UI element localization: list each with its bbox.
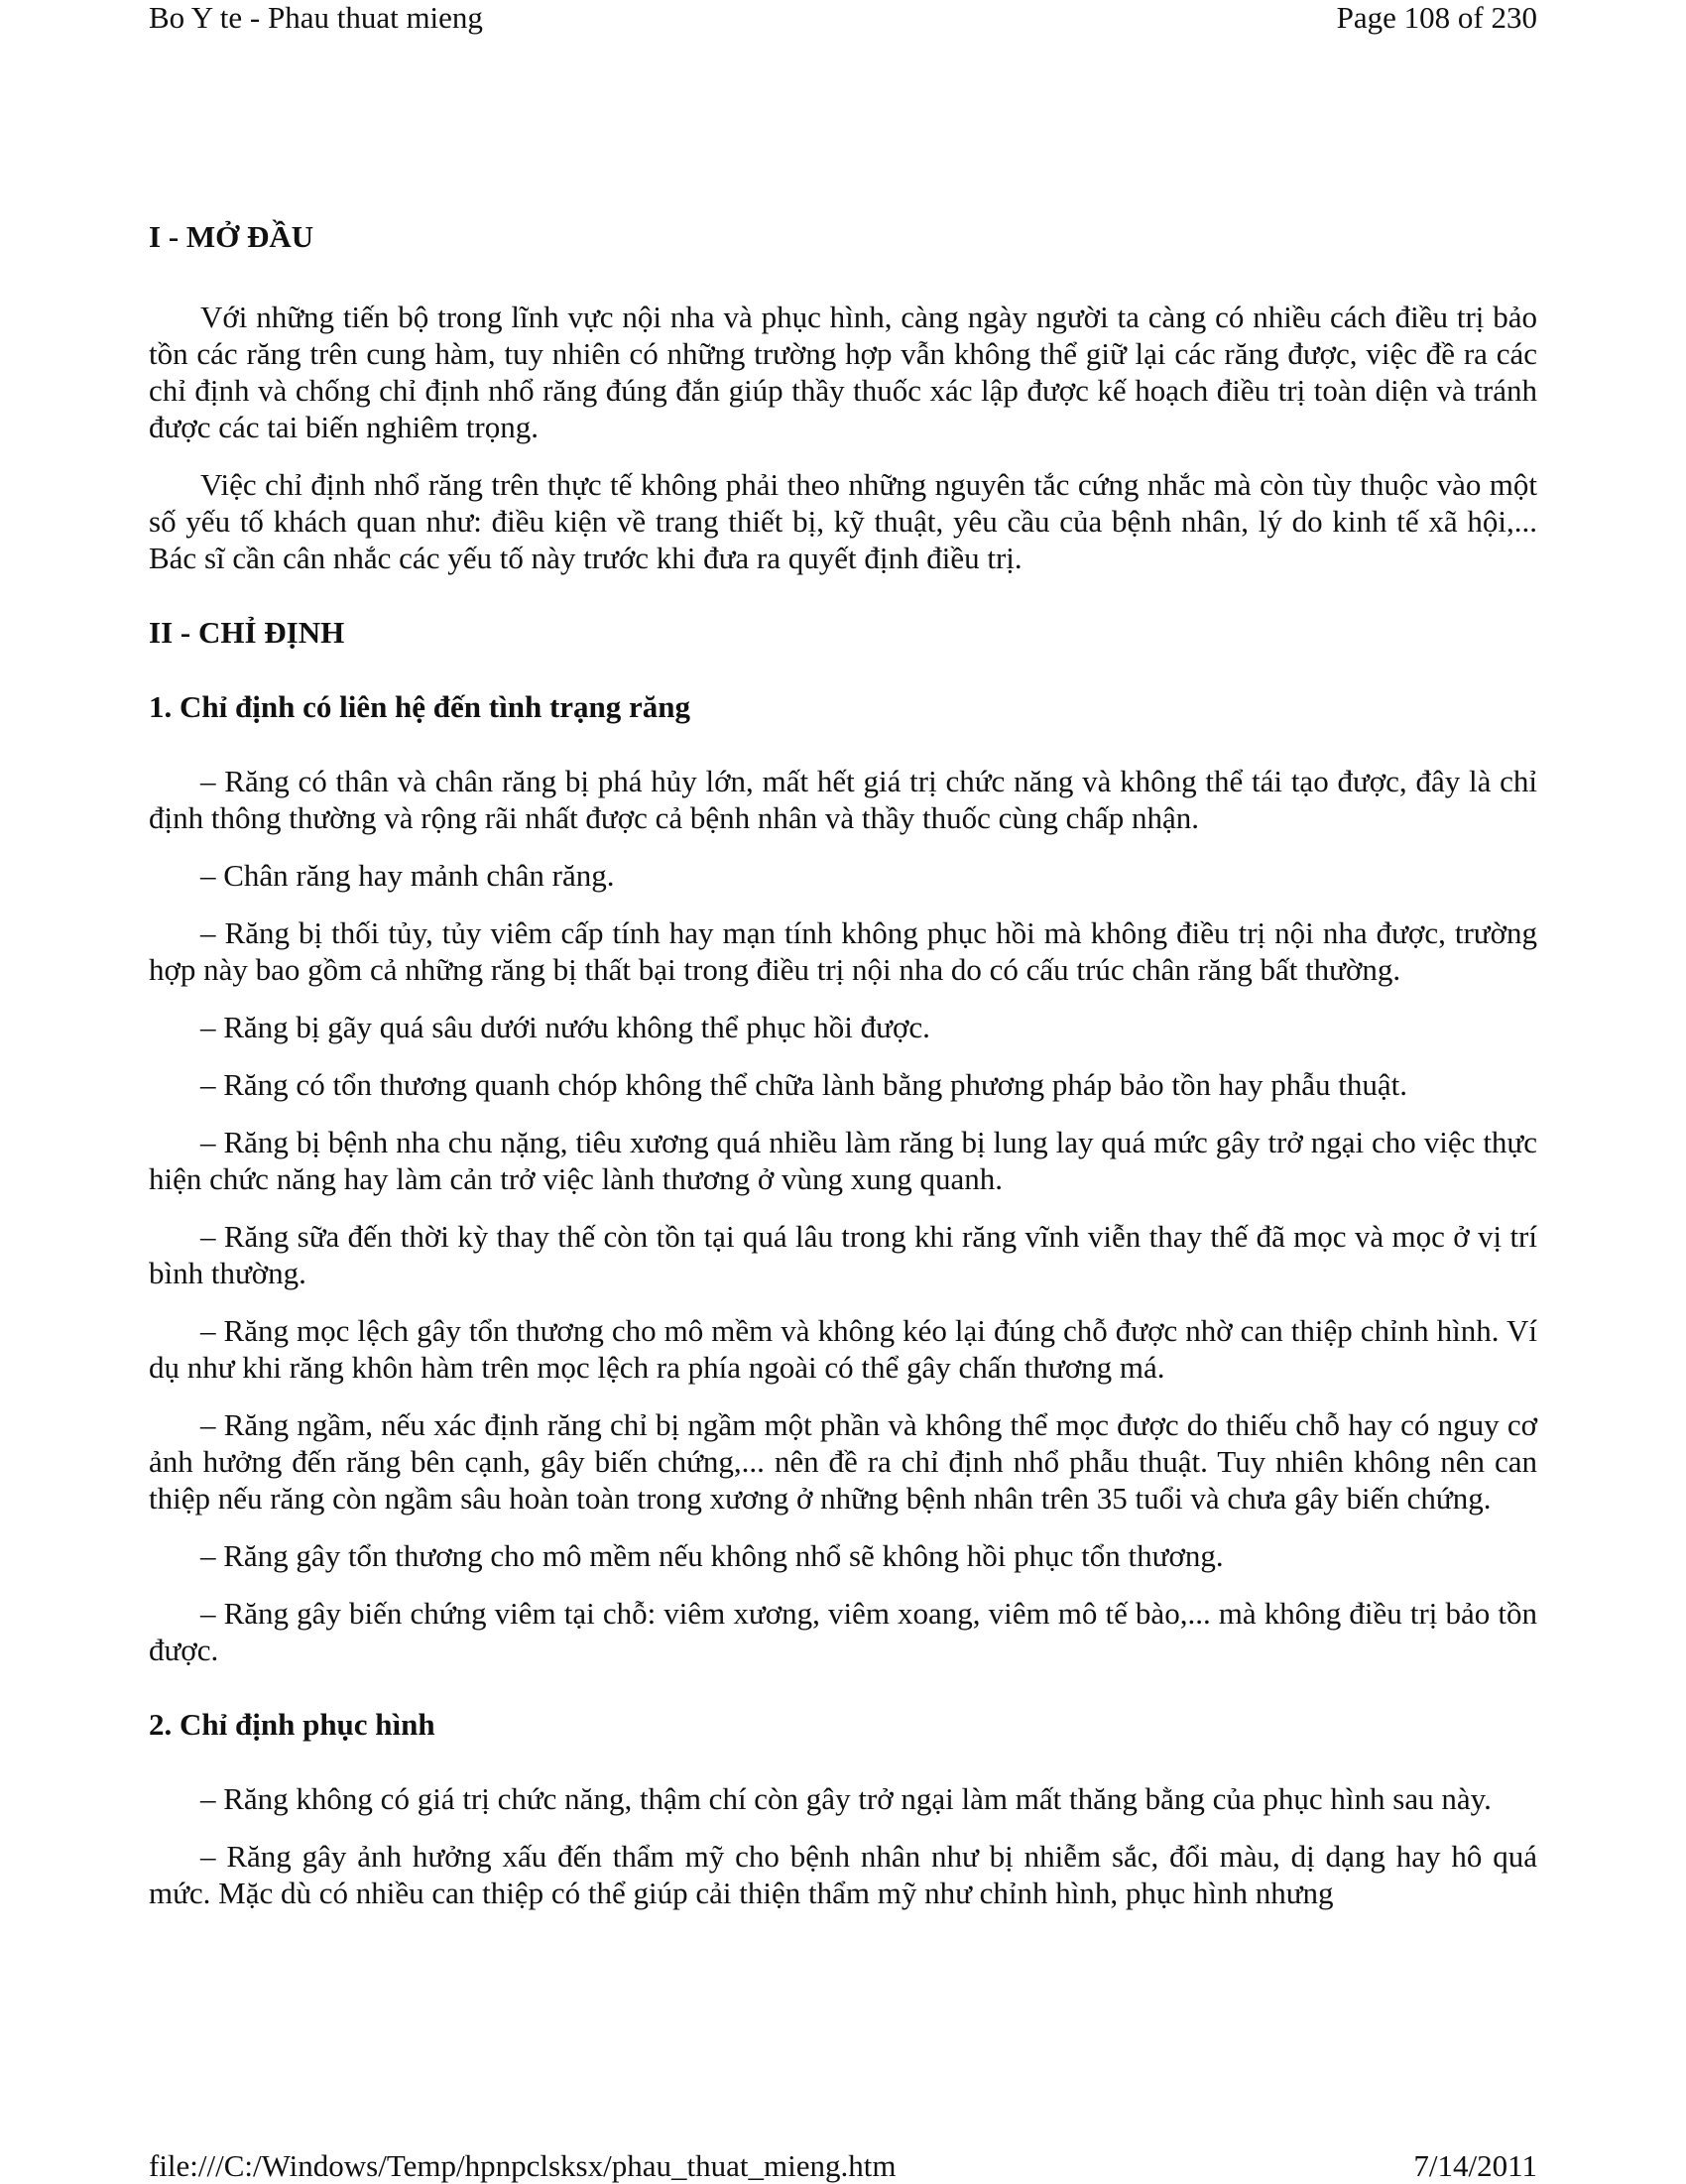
list-item: – Răng gây ảnh hưởng xấu đến thẩm mỹ cho bệnh nhân như bị nhiễm sắc, đổi màu, dị dạng hay hô quá mức. Mặc dù có nhiều can thiệp có thể giúp cải thiện thẩm mỹ như chỉnh hình, phục hình nhưng	[149, 1839, 1537, 1910]
subsection-heading-tooth-condition: 1. Chỉ định có liên hệ đến tình trạng răng	[149, 689, 691, 724]
list-item: – Răng bị bệnh nha chu nặng, tiêu xương quá nhiều làm răng bị lung lay quá mức gây trở ngại cho việc thực hiện chức năng hay làm cản trở việc lành thương ở vùng xung quanh.	[149, 1125, 1537, 1196]
list-item: – Răng không có giá trị chức năng, thậm chí còn gây trở ngại làm mất thăng bằng của phục hình sau này.	[200, 1781, 1492, 1816]
file-url: file:///C:/Windows/Temp/hpnpclsksx/phau_thuat_mieng.htm	[149, 2148, 897, 2183]
list-item: – Răng có thân và chân răng bị phá hủy lớn, mất hết giá trị chức năng và không thể tái tạo được, đây là chỉ định thông thường và rộng rãi nhất được cả bệnh nhân và thầy thuốc cùng chấp nhận.	[149, 764, 1537, 835]
list-item: – Răng sữa đến thời kỳ thay thế còn tồn tại quá lâu trong khi răng vĩnh viễn thay thế đã mọc và mọc ở vị trí bình thường.	[149, 1219, 1537, 1290]
print-date: 7/14/2011	[1413, 2148, 1537, 2183]
section-heading-intro: I - MỞ ĐẦU	[149, 219, 314, 254]
print-footer	[149, 2148, 1537, 2184]
list-item: – Răng có tổn thương quanh chóp không thể chữa lành bằng phương pháp bảo tồn hay phẫu thuật.	[200, 1067, 1408, 1102]
list-item: – Răng gây tổn thương cho mô mềm nếu không nhổ sẽ không hồi phục tổn thương.	[200, 1538, 1224, 1573]
list-item: – Răng gây biến chứng viêm tại chỗ: viêm xương, viêm xoang, viêm mô tế bào,... mà không điều trị bảo tồn được.	[149, 1596, 1537, 1667]
list-item: – Răng bị gãy quá sâu dưới nướu không thể phục hồi được.	[200, 1010, 930, 1044]
list-item: – Răng mọc lệch gây tổn thương cho mô mềm và không kéo lại đúng chỗ được nhờ can thiệp chỉnh hình. Ví dụ như khi răng khôn hàm trên mọc lệch ra phía ngoài có thể gây chấn thương má.	[149, 1313, 1537, 1385]
intro-paragraph-2: Việc chỉ định nhổ răng trên thực tế không phải theo những nguyên tắc cứng nhắc mà còn tùy thuộc vào một số yếu tố khách quan như: điều kiện về trang thiết bị, kỹ thuật, yêu cầu của bệnh nhân, lý do kinh tế xã hội,... Bác sĩ cần cân nhắc các yếu tố này trước khi đưa ra quyết định điều trị.	[149, 467, 1537, 575]
page-number: Page 108 of 230	[1336, 0, 1537, 35]
document-title: Bo Y te - Phau thuat mieng	[149, 0, 483, 35]
print-header	[149, 0, 1537, 36]
section-heading-indications: II - CHỈ ĐỊNH	[149, 615, 345, 650]
list-item: – Răng ngầm, nếu xác định răng chỉ bị ngầm một phần và không thể mọc được do thiếu chỗ hay có nguy cơ ảnh hưởng đến răng bên cạnh, gây biến chứng,... nên đề ra chỉ định nhổ phẫu thuật. Tuy nhiên không nên can thiệp nếu răng còn ngầm sâu hoàn toàn trong xương ở những bệnh nhân trên 35 tuổi và chưa gây biến chứng.	[149, 1407, 1537, 1516]
intro-paragraph-1: Với những tiến bộ trong lĩnh vực nội nha và phục hình, càng ngày người ta càng có nhiều cách điều trị bảo tồn các răng trên cung hàm, tuy nhiên có những trường hợp vẫn không thể giữ lại các răng được, việc đề ra các chỉ định và chống chỉ định nhổ răng đúng đắn giúp thầy thuốc xác lập được kế hoạch điều trị toàn diện và tránh được các tai biến nghiêm trọng.	[149, 300, 1537, 444]
list-item: – Răng bị thối tủy, tủy viêm cấp tính hay mạn tính không phục hồi mà không điều trị nội nha được, trường hợp này bao gồm cả những răng bị thất bại trong điều trị nội nha do có cấu trúc chân răng bất thường.	[149, 915, 1537, 987]
document-body	[149, 218, 1537, 1911]
list-item: – Chân răng hay mảnh chân răng.	[200, 858, 615, 893]
subsection-heading-prosthetic: 2. Chỉ định phục hình	[149, 1707, 435, 1742]
